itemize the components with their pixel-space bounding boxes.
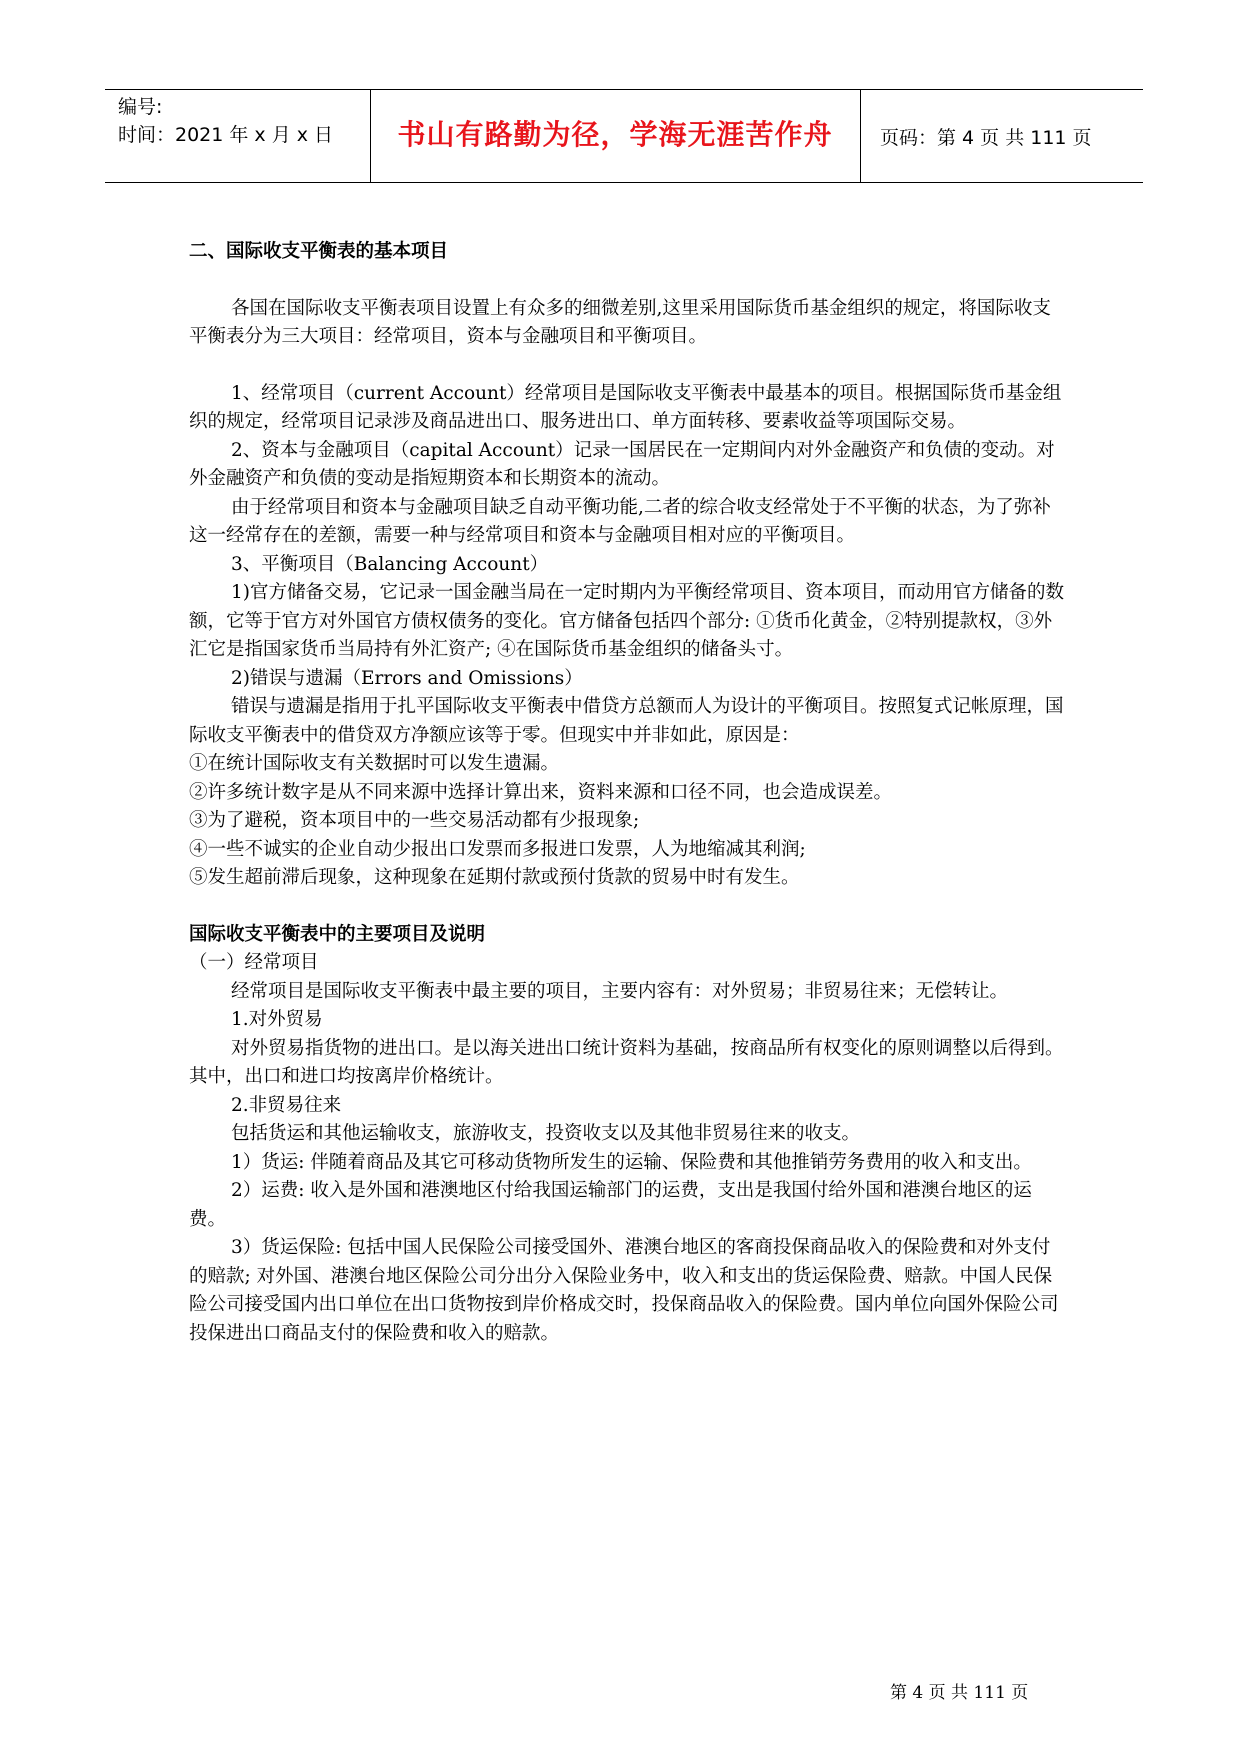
list-item: ②许多统计数字是从不同来源中选择计算出来，资料来源和口径不同，也会造成误差。 <box>189 781 893 803</box>
paragraph: 由于经常项目和资本与金融项目缺乏自动平衡功能,二者的综合收支经常处于不平衡的状态，为了弥补这一经常存在的差额，需要一种与经常项目和资本与金融项目相对应的平衡项目。 <box>189 496 1051 546</box>
list-item: ③为了避税，资本项目中的一些交易活动都有少报现象; <box>189 810 640 831</box>
header-divider-right <box>860 89 861 183</box>
list-item: ④一些不诚实的企业自动少报出口发票而多报进口发票，人为地缩减其利润; <box>189 838 806 860</box>
header-meta <box>118 93 333 149</box>
subsection-heading: （一）经常项目 <box>189 952 319 973</box>
list-item: ①在统计国际收支有关数据时可以发生遗漏。 <box>189 753 560 774</box>
header-page-number: 页码：第 4 页 共 111 页 <box>880 127 1092 149</box>
paragraph: 2、资本与金融项目（capital Account）记录一国居民在一定期间内对外金融资产和负债的变动。对外金融资产和负债的变动是指短期资本和长期资本的流动。 <box>189 439 1055 489</box>
paragraph: 3、平衡项目（Balancing Account） <box>231 553 549 575</box>
paragraph: 对外贸易指货物的进出口。是以海关进出口统计资料为基础，按商品所有权变化的原则调整以后得到。其中，出口和进口均按离岸价格统计。 <box>189 1037 1064 1087</box>
header-top-rule <box>105 89 1143 90</box>
paragraph: 1）货运: 伴随着商品及其它可移动货物所发生的运输、保险费和其他推销劳务费用的收入和支出。 <box>231 1151 1032 1173</box>
subsection-title: 1.对外贸易 <box>231 1009 323 1030</box>
header-bottom-rule <box>105 182 1143 183</box>
paragraph: 1)官方储备交易，它记录一国金融当局在一定时期内为平衡经常项目、资本项目，而动用官方储备的数额，它等于官方对外国官方债权债务的变化。官方储备包括四个部分: ①货币化黄金，②特别提款权，③外汇它是指国家货币当局持有外汇资产; ④在国际货币基金组织的储备头寸。 <box>189 582 1064 660</box>
subsection-title: 2.非贸易往来 <box>231 1094 342 1116</box>
list-item: ⑤发生超前滞后现象，这种现象在延期付款或预付货款的贸易中时有发生。 <box>189 867 800 888</box>
document-time: 时间：2021 年 x 月 x 日 <box>118 124 334 146</box>
paragraph: 2)错误与遗漏（Errors and Omissions） <box>231 667 583 689</box>
paragraph: 各国在国际收支平衡表项目设置上有众多的细微差别,这里采用国际货币基金组织的规定，将国际收支平衡表分为三大项目：经常项目，资本与金融项目和平衡项目。 <box>189 297 1051 347</box>
paragraph: 3）货运保险: 包括中国人民保险公司接受国外、港澳台地区的客商投保商品收入的保险费和对外支付的赔款; 对外国、港澳台地区保险公司分出分入保险业务中，收入和支出的货运保险费、赔款。中国人民保险公司接受国内出口单位在出口货物按到岸价格成交时，投保商品收入的保险费。国内单位向国外保险公司投保进出口商品支付的保险费和收入的赔款。 <box>189 1237 1059 1344</box>
page-footer: 第 4 页 共 111 页 <box>890 1683 1029 1703</box>
document-number: 编号: <box>118 96 163 118</box>
paragraph: 错误与遗漏是指用于扎平国际收支平衡表中借贷方总额而人为设计的平衡项目。按照复式记帐原理，国际收支平衡表中的借贷双方净额应该等于零。但现实中并非如此，原因是： <box>189 696 1064 746</box>
page-header <box>105 89 1143 183</box>
section-heading: 二、国际收支平衡表的基本项目 <box>189 241 449 262</box>
section-heading: 国际收支平衡表中的主要项目及说明 <box>189 923 486 945</box>
paragraph: 1、经常项目（current Account）经常项目是国际收支平衡表中最基本的项目。根据国际货币基金组织的规定，经常项目记录涉及商品进出口、服务进出口、单方面转移、要素收益等项国际交易。 <box>189 382 1062 432</box>
paragraph: 经常项目是国际收支平衡表中最主要的项目，主要内容有：对外贸易；非贸易往来；无偿转让。 <box>231 980 1009 1002</box>
header-motto: 书山有路勤为径，学海无涯苦作舟 <box>397 118 833 151</box>
paragraph: 包括货运和其他运输收支，旅游收支，投资收支以及其他非贸易往来的收支。 <box>231 1123 861 1144</box>
paragraph: 2）运费: 收入是外国和港澳地区付给我国运输部门的运费，支出是我国付给外国和港澳台地区的运费。 <box>189 1180 1032 1230</box>
document-body <box>189 238 1065 1348</box>
